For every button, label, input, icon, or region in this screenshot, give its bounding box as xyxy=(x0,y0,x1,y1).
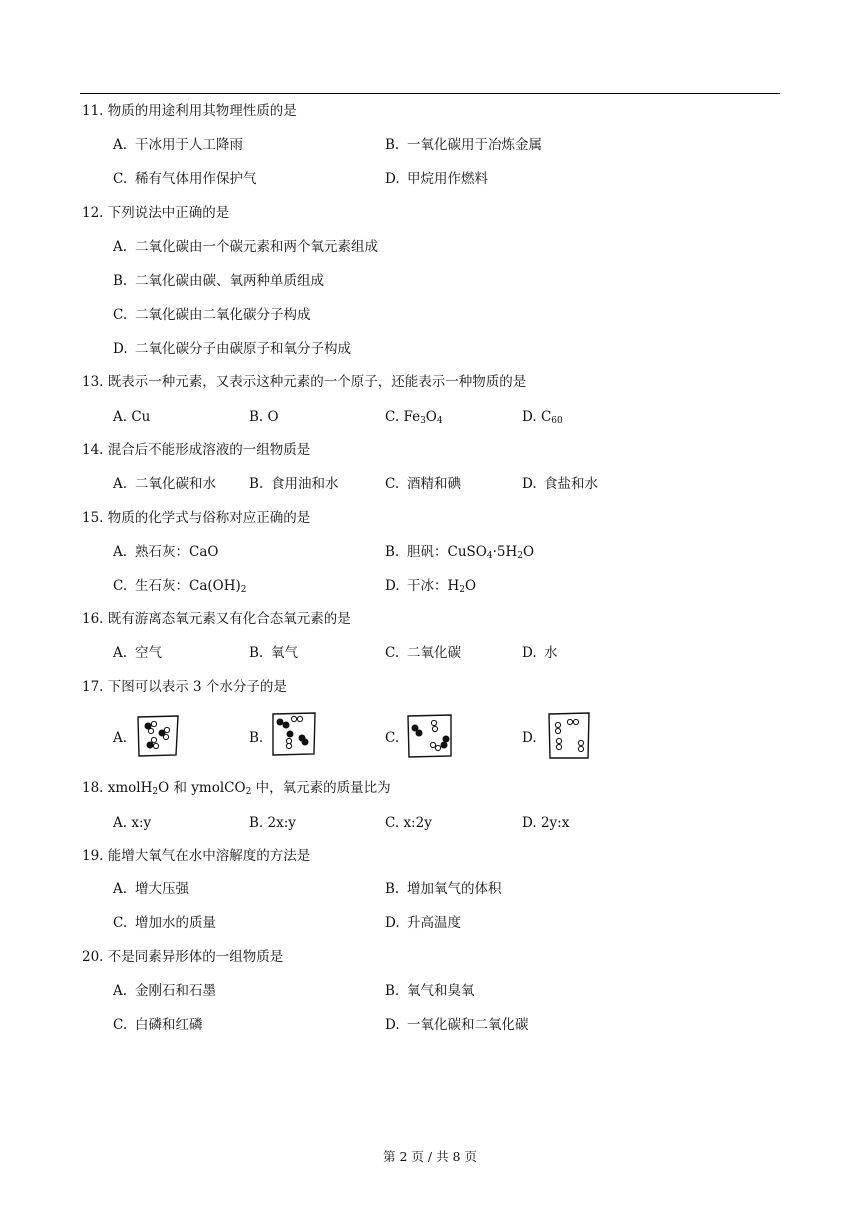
q15-option-c[interactable] xyxy=(113,577,247,595)
option-label: C. xyxy=(385,815,400,831)
question-14-stem: 14. 混合后不能形成溶液的一组物质是 xyxy=(82,442,311,458)
option-label: D. xyxy=(522,645,537,661)
option-label: B. xyxy=(385,544,400,560)
option-label: C. xyxy=(113,915,128,931)
q12-option-d[interactable] xyxy=(113,340,351,358)
q12-option-c[interactable] xyxy=(113,306,311,324)
option-label: D. xyxy=(522,476,537,492)
q13-option-b[interactable] xyxy=(249,408,279,426)
option-label: A. xyxy=(113,239,128,255)
option-text: 干冰：$H_2O$ xyxy=(407,578,477,595)
option-label: B. xyxy=(113,273,128,289)
option-label: C. xyxy=(385,645,400,661)
option-label: C. xyxy=(385,476,400,492)
q15-option-b[interactable] xyxy=(385,543,534,561)
option-label: C. xyxy=(385,409,400,425)
option-label: B. xyxy=(249,409,264,425)
option-label: A. xyxy=(113,137,128,153)
q18-option-c[interactable] xyxy=(385,814,432,832)
q18-option-b[interactable] xyxy=(249,814,296,832)
option-label: D. xyxy=(385,578,400,594)
option-label: D. xyxy=(522,815,537,831)
option-text: 2x:y xyxy=(267,815,296,831)
option-label: D. xyxy=(385,1017,400,1033)
q13-option-d[interactable] xyxy=(522,408,563,426)
option-text: 二氧化碳由二氧化碳分子构成 xyxy=(135,307,311,323)
option-label: C. xyxy=(113,307,128,323)
option-text: 甲烷用作燃料 xyxy=(407,171,488,187)
option-text: 增大压强 xyxy=(135,881,189,897)
option-text: 胆矾：$CuSO_4\cdot 5H_2O$ xyxy=(407,544,535,561)
option-label: D. xyxy=(385,915,400,931)
option-label: B. xyxy=(385,881,400,897)
q20-option-b[interactable] xyxy=(385,982,475,1000)
q15-option-a[interactable] xyxy=(113,543,218,561)
option-text: 氧气和臭氧 xyxy=(407,983,475,999)
option-text: 空气 xyxy=(135,645,162,661)
option-text: 食盐和水 xyxy=(544,476,598,492)
q12-option-b[interactable] xyxy=(113,272,324,290)
q16-option-a[interactable] xyxy=(113,644,162,662)
question-17-stem: 17. 下图可以表示 3 个水分子的是 xyxy=(82,679,287,695)
option-text: x:2y xyxy=(403,815,432,831)
option-text: 熟石灰：CaO xyxy=(135,544,219,560)
option-text: 二氧化碳由碳、氧两种单质组成 xyxy=(135,273,324,289)
question-20-stem: 20. 不是同素异形体的一组物质是 xyxy=(82,949,284,965)
molecule-diagram-b[interactable] xyxy=(269,710,319,758)
q20-option-c[interactable] xyxy=(113,1016,203,1034)
question-18-stem: 18. xmolH$_2$O 和 ymolCO$_2$ 中，氧元素的质量比为 xyxy=(82,780,391,797)
option-label: B. xyxy=(249,645,264,661)
option-text: 金刚石和石墨 xyxy=(135,983,216,999)
q19-option-c[interactable] xyxy=(113,914,216,932)
option-text: 增加水的质量 xyxy=(135,915,216,931)
option-text: 二氧化碳 xyxy=(407,645,461,661)
option-text: 二氧化碳分子由碳原子和氧分子构成 xyxy=(135,341,351,357)
question-15-stem: 15. 物质的化学式与俗称对应正确的是 xyxy=(82,510,311,526)
option-text: 稀有气体用作保护气 xyxy=(135,171,257,187)
option-text: 二氧化碳由一个碳元素和两个氧元素组成 xyxy=(135,239,378,255)
option-text: 一氧化碳和二氧化碳 xyxy=(407,1017,529,1033)
option-text: 升高温度 xyxy=(407,915,461,931)
q11-option-a[interactable] xyxy=(113,136,243,154)
option-text: 增加氧气的体积 xyxy=(407,881,502,897)
option-label: A. xyxy=(113,409,128,425)
q16-option-d[interactable] xyxy=(522,644,558,662)
q11-option-d[interactable] xyxy=(385,170,488,188)
question-19-stem: 19. 能增大氧气在水中溶解度的方法是 xyxy=(82,848,311,864)
q18-option-d[interactable] xyxy=(522,814,569,832)
q16-option-b[interactable] xyxy=(249,644,298,662)
q13-option-a[interactable] xyxy=(113,408,150,426)
question-13-stem: 13. 既表示一种元素，又表示这种元素的一个原子，还能表示一种物质的是 xyxy=(82,374,527,390)
option-label: A. xyxy=(113,645,128,661)
q12-option-a[interactable] xyxy=(113,238,378,256)
q14-option-b[interactable] xyxy=(249,475,339,493)
formula: $Fe_3O_4$ xyxy=(403,409,443,426)
option-text: x:y xyxy=(131,815,152,831)
option-label: C. xyxy=(113,171,128,187)
option-label: A. xyxy=(113,544,128,560)
question-11-stem: 11. 物质的用途利用其物理性质的是 xyxy=(82,103,297,119)
option-label: B. xyxy=(385,983,400,999)
option-text: 二氧化碳和水 xyxy=(135,476,216,492)
q17-option-c-label[interactable]: C. xyxy=(385,730,400,746)
option-label: C. xyxy=(113,1017,128,1033)
molecule-diagram-a[interactable] xyxy=(134,713,182,759)
q17-option-a-label[interactable]: A. xyxy=(113,730,128,746)
q17-option-d-label[interactable]: D. xyxy=(522,730,537,746)
q19-option-d[interactable] xyxy=(385,914,461,932)
option-label: C. xyxy=(113,578,128,594)
option-text: 生石灰：$Ca(OH)_2$ xyxy=(135,578,247,595)
q14-option-c[interactable] xyxy=(385,475,461,493)
option-text: 氧气 xyxy=(271,645,298,661)
question-12-stem: 12. 下列说法中正确的是 xyxy=(82,205,230,221)
option-label: D. xyxy=(385,171,400,187)
option-text: 干冰用于人工降雨 xyxy=(135,137,243,153)
option-label: B. xyxy=(385,137,400,153)
question-16-stem: 16. 既有游离态氧元素又有化合态氧元素的是 xyxy=(82,611,351,627)
page-footer: 第 2 页 / 共 8 页 xyxy=(383,1149,477,1164)
q20-option-d[interactable] xyxy=(385,1016,529,1034)
option-label: A. xyxy=(113,881,128,897)
q20-option-a[interactable] xyxy=(113,982,216,1000)
option-text: 酒精和碘 xyxy=(407,476,461,492)
q14-option-d[interactable] xyxy=(522,475,598,493)
q11-option-b[interactable] xyxy=(385,136,542,154)
q13-option-c[interactable] xyxy=(385,408,443,426)
option-text: 食用油和水 xyxy=(271,476,339,492)
option-label: A. xyxy=(113,476,128,492)
option-text: Cu xyxy=(131,409,151,425)
q19-option-a[interactable] xyxy=(113,880,189,898)
molecule-diagram-d[interactable] xyxy=(545,710,593,762)
q19-option-b[interactable] xyxy=(385,880,502,898)
option-label: D. xyxy=(522,409,537,425)
option-label: A. xyxy=(113,983,128,999)
formula: $C_{60}$ xyxy=(540,409,563,426)
q14-option-a[interactable] xyxy=(113,475,216,493)
q11-option-c[interactable] xyxy=(113,170,257,188)
option-text: 2y:x xyxy=(540,815,570,831)
option-label: A. xyxy=(113,815,128,831)
header-rule xyxy=(80,93,780,94)
option-text: 水 xyxy=(544,645,558,661)
option-text: 一氧化碳用于冶炼金属 xyxy=(407,137,542,153)
q16-option-c[interactable] xyxy=(385,644,461,662)
option-label: B. xyxy=(249,476,264,492)
q17-option-b-label[interactable]: B. xyxy=(249,730,264,746)
q18-option-a[interactable] xyxy=(113,814,151,832)
q15-option-d[interactable] xyxy=(385,577,476,595)
option-text: 白磷和红磷 xyxy=(135,1017,203,1033)
option-label: D. xyxy=(113,341,128,357)
option-label: B. xyxy=(249,815,264,831)
molecule-diagram-c[interactable] xyxy=(405,712,455,760)
option-text: O xyxy=(267,409,279,425)
